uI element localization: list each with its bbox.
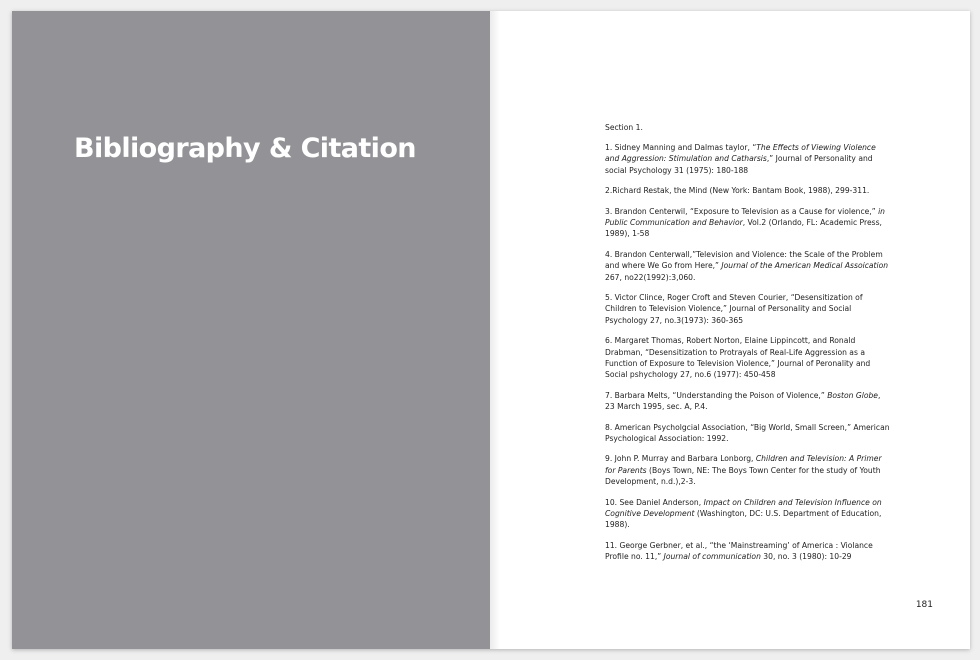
bibliography-entry	[605, 142, 891, 176]
bibliography-list	[605, 142, 891, 562]
bibliography-entry	[605, 249, 891, 283]
entry-text: 8. American Psycholgcial Association, “Big World, Small Screen,” American Psychological Association: 1992.	[605, 422, 890, 443]
entry-text: 6. Margaret Thomas, Robert Norton, Elaine Lippincott, and Ronald Drabman, “Desensitization to Protrayals of Real-Life Aggression as a Function of Exposure to Television Violence,” Journal of Peronality and Social pshychology 27, no.6 (1977): 450-458	[605, 336, 871, 379]
bibliography-entry	[605, 453, 891, 487]
entry-italic-text: Journal of the American Medical Assoication	[721, 261, 889, 271]
entry-italic-text: Children and Television: A Primer for Parents	[605, 454, 882, 475]
entry-text: , 23 March 1995, sec. A, P.4.	[605, 390, 881, 411]
entry-text: 5. Victor Clince, Roger Croft and Steven Courier, “Desensitization of Children to Television Violence,” Journal of Personality and Social Psychology 27, no.3(1973): 360-365	[605, 293, 863, 325]
entry-text: (Boys Town, NE: The Boys Town Center for the study of Youth Development, n.d.),2-3.	[605, 465, 881, 486]
entry-text: 30, no. 3 (1980): 10-29	[760, 551, 852, 561]
bibliography-entry	[605, 335, 891, 380]
bibliography-entry	[605, 390, 891, 412]
bibliography-entry	[605, 422, 891, 444]
entry-text: 2.Richard Restak, the Mind (New York: Bantam Book, 1988), 299-311.	[605, 186, 870, 196]
section-heading: Section 1.	[605, 123, 643, 132]
bibliography-entry	[605, 540, 891, 562]
bibliography-entry	[605, 292, 891, 326]
entry-italic-text: Journal of communication	[663, 551, 761, 561]
right-page	[490, 11, 970, 649]
entry-text: 1. Sidney Manning and Dalmas taylor, “	[605, 143, 757, 153]
entry-text: (Washington, DC: U.S. Department of Education, 1988).	[605, 508, 882, 529]
entry-text: 7. Barbara Melts, “Understanding the Poison of Violence,”	[605, 390, 828, 400]
entry-text: 10. See Daniel Anderson,	[605, 497, 704, 507]
entry-text: 3. Brandon Centerwil, “Exposure to Television as a Cause for violence,”	[605, 207, 879, 217]
entry-italic-text: in Public Communication and Behavior	[605, 207, 885, 228]
entry-text: 267, no22(1992):3,060.	[605, 272, 696, 282]
bibliography-content	[605, 122, 891, 572]
entry-italic-text: Boston Globe	[827, 390, 878, 400]
entry-text: ,” Journal of Personality and social Psychology 31 (1975): 180-188	[605, 154, 873, 175]
entry-text: , Vol.2 (Orlando, FL: Academic Press, 1989), 1-58	[605, 218, 882, 239]
left-page	[12, 11, 490, 649]
spine-shadow	[490, 11, 500, 649]
entry-italic-text: The Effects of Viewing Violence and Aggression: Stimulation and Catharsis	[605, 143, 876, 164]
entry-italic-text: Impact on Children and Television Influence on Cognitive Development	[605, 497, 882, 518]
bibliography-entry	[605, 206, 891, 240]
bibliography-entry	[605, 497, 891, 531]
page-number: 181	[915, 600, 933, 610]
entry-text: 4. Brandon Centerwall,”Television and Violence: the Scale of the Problem and where We Go from Here,”	[605, 250, 883, 271]
book-spread	[12, 11, 970, 649]
bibliography-entry	[605, 185, 891, 196]
page-title: Bibliography & Citation	[74, 133, 416, 164]
entry-text: 9. John P. Murray and Barbara Lonborg,	[605, 454, 756, 464]
entry-text: 11. George Gerbner, et al., “the ‘Mainstreaming’ of America : Violance Profile no. 11,”	[605, 540, 873, 561]
